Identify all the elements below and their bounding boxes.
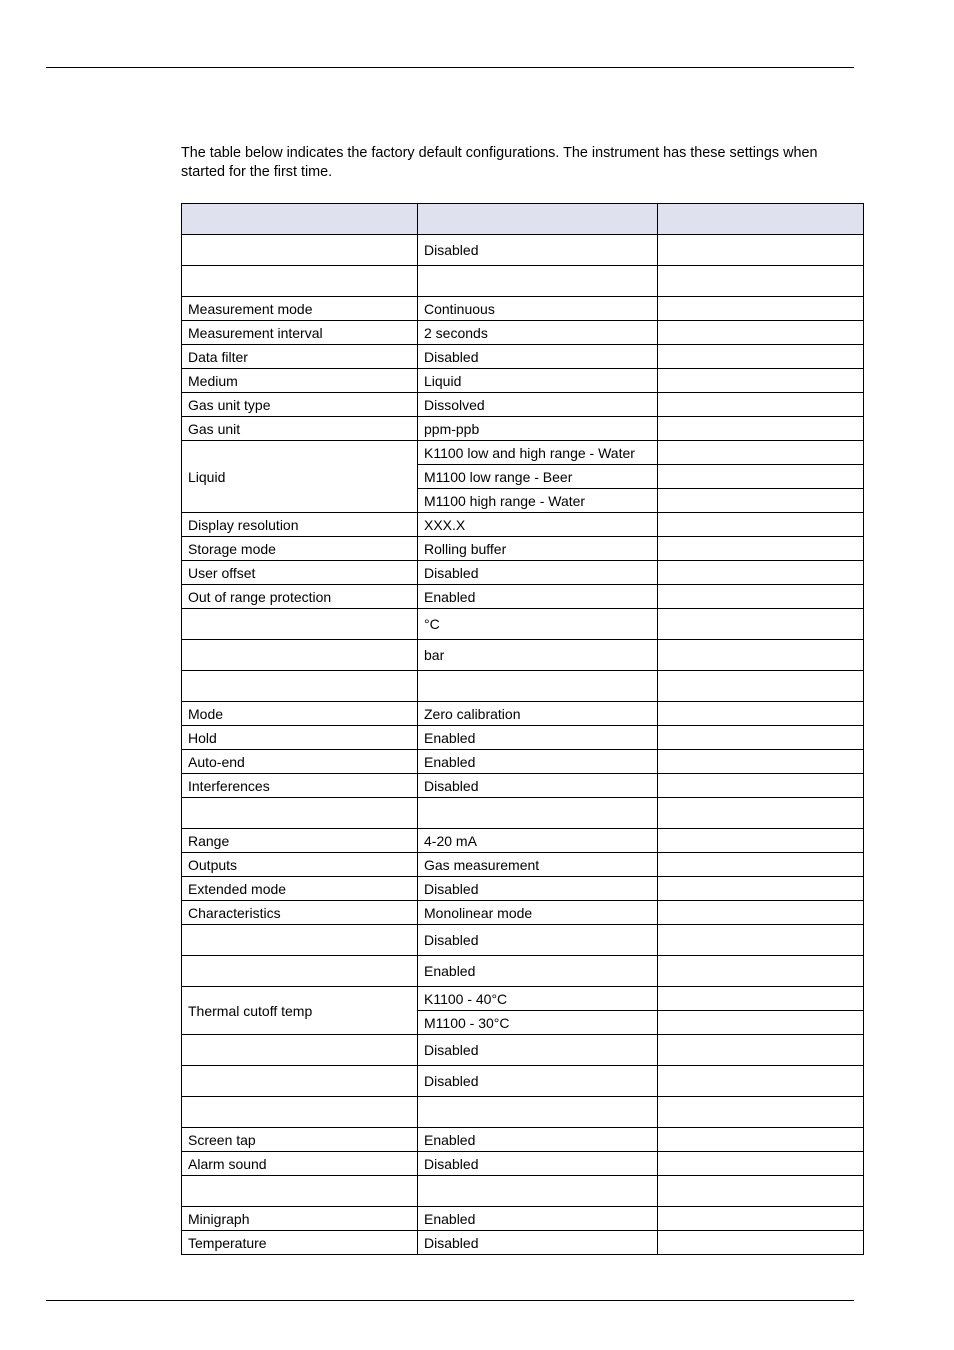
table-row xyxy=(182,1066,864,1097)
setting-value: Enabled xyxy=(418,1128,658,1152)
setting-value: Disabled xyxy=(418,774,658,798)
setting-note xyxy=(658,829,864,853)
table-row xyxy=(182,266,864,297)
setting-note xyxy=(658,369,864,393)
setting-note xyxy=(658,853,864,877)
table-row xyxy=(182,956,864,987)
setting-value: °C xyxy=(418,609,658,640)
table-row xyxy=(182,1231,864,1255)
setting-value: 2 seconds xyxy=(418,321,658,345)
setting-value: Disabled xyxy=(418,1066,658,1097)
setting-label: Measurement mode xyxy=(182,297,418,321)
setting-note xyxy=(658,671,864,702)
setting-value: Dissolved xyxy=(418,393,658,417)
table-row xyxy=(182,877,864,901)
setting-value: Enabled xyxy=(418,750,658,774)
setting-value: Enabled xyxy=(418,956,658,987)
setting-label: Range xyxy=(182,829,418,853)
setting-note xyxy=(658,901,864,925)
setting-value: Monolinear mode xyxy=(418,901,658,925)
setting-label xyxy=(182,956,418,987)
setting-label: Outputs xyxy=(182,853,418,877)
setting-value: Rolling buffer xyxy=(418,537,658,561)
setting-label: Display resolution xyxy=(182,513,418,537)
setting-label: Auto-end xyxy=(182,750,418,774)
setting-label: Extended mode xyxy=(182,877,418,901)
table-row xyxy=(182,297,864,321)
setting-note xyxy=(658,1066,864,1097)
table-row xyxy=(182,726,864,750)
setting-value: Enabled xyxy=(418,726,658,750)
setting-note xyxy=(658,987,864,1011)
table-row xyxy=(182,853,864,877)
setting-value: ppm-ppb xyxy=(418,417,658,441)
setting-label: Measurement interval xyxy=(182,321,418,345)
setting-note xyxy=(658,609,864,640)
table-row xyxy=(182,702,864,726)
setting-value: Disabled xyxy=(418,1231,658,1255)
table-row xyxy=(182,441,864,465)
setting-note xyxy=(658,1176,864,1207)
intro-paragraph: The table below indicates the factory default configurations. The instrument has these settings when started for the first time. xyxy=(181,145,818,180)
setting-value xyxy=(418,671,658,702)
setting-label xyxy=(182,609,418,640)
setting-value: K1100 - 40°C xyxy=(418,987,658,1011)
setting-note xyxy=(658,345,864,369)
table-row xyxy=(182,537,864,561)
table-row xyxy=(182,585,864,609)
setting-value: Enabled xyxy=(418,1207,658,1231)
setting-note xyxy=(658,1011,864,1035)
setting-value: Enabled xyxy=(418,585,658,609)
setting-value: Disabled xyxy=(418,561,658,585)
table-row xyxy=(182,1176,864,1207)
setting-note xyxy=(658,537,864,561)
table-row xyxy=(182,925,864,956)
table-row xyxy=(182,513,864,537)
table-row xyxy=(182,1035,864,1066)
setting-label: Storage mode xyxy=(182,537,418,561)
setting-label: Thermal cutoff temp xyxy=(182,987,418,1035)
table-body xyxy=(182,235,864,1255)
table-row xyxy=(182,609,864,640)
setting-label: Interferences xyxy=(182,774,418,798)
table-row xyxy=(182,671,864,702)
setting-label xyxy=(182,235,418,266)
setting-note xyxy=(658,321,864,345)
setting-label xyxy=(182,1097,418,1128)
table-row xyxy=(182,798,864,829)
setting-note xyxy=(658,297,864,321)
setting-note xyxy=(658,877,864,901)
setting-note xyxy=(658,1231,864,1255)
setting-label: Data filter xyxy=(182,345,418,369)
setting-label: Hold xyxy=(182,726,418,750)
setting-note xyxy=(658,726,864,750)
table-row xyxy=(182,345,864,369)
setting-value xyxy=(418,1176,658,1207)
setting-value: M1100 high range - Water xyxy=(418,489,658,513)
setting-value xyxy=(418,1097,658,1128)
setting-value: Continuous xyxy=(418,297,658,321)
setting-label: Minigraph xyxy=(182,1207,418,1231)
setting-note xyxy=(658,702,864,726)
setting-note xyxy=(658,1152,864,1176)
setting-note xyxy=(658,393,864,417)
header-rule xyxy=(46,67,854,68)
setting-value: M1100 low range - Beer xyxy=(418,465,658,489)
table-row xyxy=(182,393,864,417)
setting-value: Gas measurement xyxy=(418,853,658,877)
setting-value: Disabled xyxy=(418,925,658,956)
setting-note xyxy=(658,640,864,671)
table-row xyxy=(182,1207,864,1231)
table-header-row xyxy=(182,204,864,235)
table-row xyxy=(182,901,864,925)
header-parameter xyxy=(182,204,418,235)
table-row xyxy=(182,987,864,1011)
setting-value: Zero calibration xyxy=(418,702,658,726)
table-row xyxy=(182,829,864,853)
setting-label xyxy=(182,1035,418,1066)
setting-label xyxy=(182,925,418,956)
table-row xyxy=(182,235,864,266)
setting-label: Gas unit xyxy=(182,417,418,441)
setting-value xyxy=(418,266,658,297)
setting-value: Disabled xyxy=(418,1035,658,1066)
setting-note xyxy=(658,925,864,956)
table-row xyxy=(182,417,864,441)
setting-note xyxy=(658,441,864,465)
setting-value: 4-20 mA xyxy=(418,829,658,853)
setting-note xyxy=(658,1128,864,1152)
setting-value: XXX.X xyxy=(418,513,658,537)
setting-note xyxy=(658,235,864,266)
setting-value: Disabled xyxy=(418,235,658,266)
setting-note xyxy=(658,561,864,585)
setting-label: Liquid xyxy=(182,441,418,513)
setting-label: Screen tap xyxy=(182,1128,418,1152)
setting-label xyxy=(182,640,418,671)
setting-value: Disabled xyxy=(418,345,658,369)
setting-value: bar xyxy=(418,640,658,671)
setting-note xyxy=(658,956,864,987)
setting-label xyxy=(182,1066,418,1097)
header-notes xyxy=(658,204,864,235)
header-default xyxy=(418,204,658,235)
table-row xyxy=(182,369,864,393)
setting-label xyxy=(182,1176,418,1207)
setting-note xyxy=(658,465,864,489)
setting-note xyxy=(658,489,864,513)
setting-note xyxy=(658,585,864,609)
setting-value xyxy=(418,798,658,829)
setting-value: Liquid xyxy=(418,369,658,393)
setting-label: Medium xyxy=(182,369,418,393)
setting-note xyxy=(658,774,864,798)
setting-label: Out of range protection xyxy=(182,585,418,609)
setting-label: User offset xyxy=(182,561,418,585)
setting-label xyxy=(182,671,418,702)
table-row xyxy=(182,321,864,345)
setting-label: Characteristics xyxy=(182,901,418,925)
setting-label: Mode xyxy=(182,702,418,726)
setting-label: Gas unit type xyxy=(182,393,418,417)
table-row xyxy=(182,640,864,671)
setting-value: K1100 low and high range - Water xyxy=(418,441,658,465)
table-row xyxy=(182,1128,864,1152)
default-config-table xyxy=(181,203,864,1255)
setting-note xyxy=(658,750,864,774)
table-row xyxy=(182,750,864,774)
setting-note xyxy=(658,266,864,297)
table-row xyxy=(182,1152,864,1176)
footer-rule xyxy=(46,1300,854,1301)
setting-label: Temperature xyxy=(182,1231,418,1255)
setting-note xyxy=(658,798,864,829)
setting-value: Disabled xyxy=(418,1152,658,1176)
table-row xyxy=(182,1097,864,1128)
setting-label xyxy=(182,266,418,297)
table-row xyxy=(182,774,864,798)
setting-note xyxy=(658,417,864,441)
setting-label: Alarm sound xyxy=(182,1152,418,1176)
setting-note xyxy=(658,1097,864,1128)
setting-note xyxy=(658,1207,864,1231)
setting-note xyxy=(658,513,864,537)
setting-value: M1100 - 30°C xyxy=(418,1011,658,1035)
setting-note xyxy=(658,1035,864,1066)
setting-value: Disabled xyxy=(418,877,658,901)
table-row xyxy=(182,561,864,585)
setting-label xyxy=(182,798,418,829)
